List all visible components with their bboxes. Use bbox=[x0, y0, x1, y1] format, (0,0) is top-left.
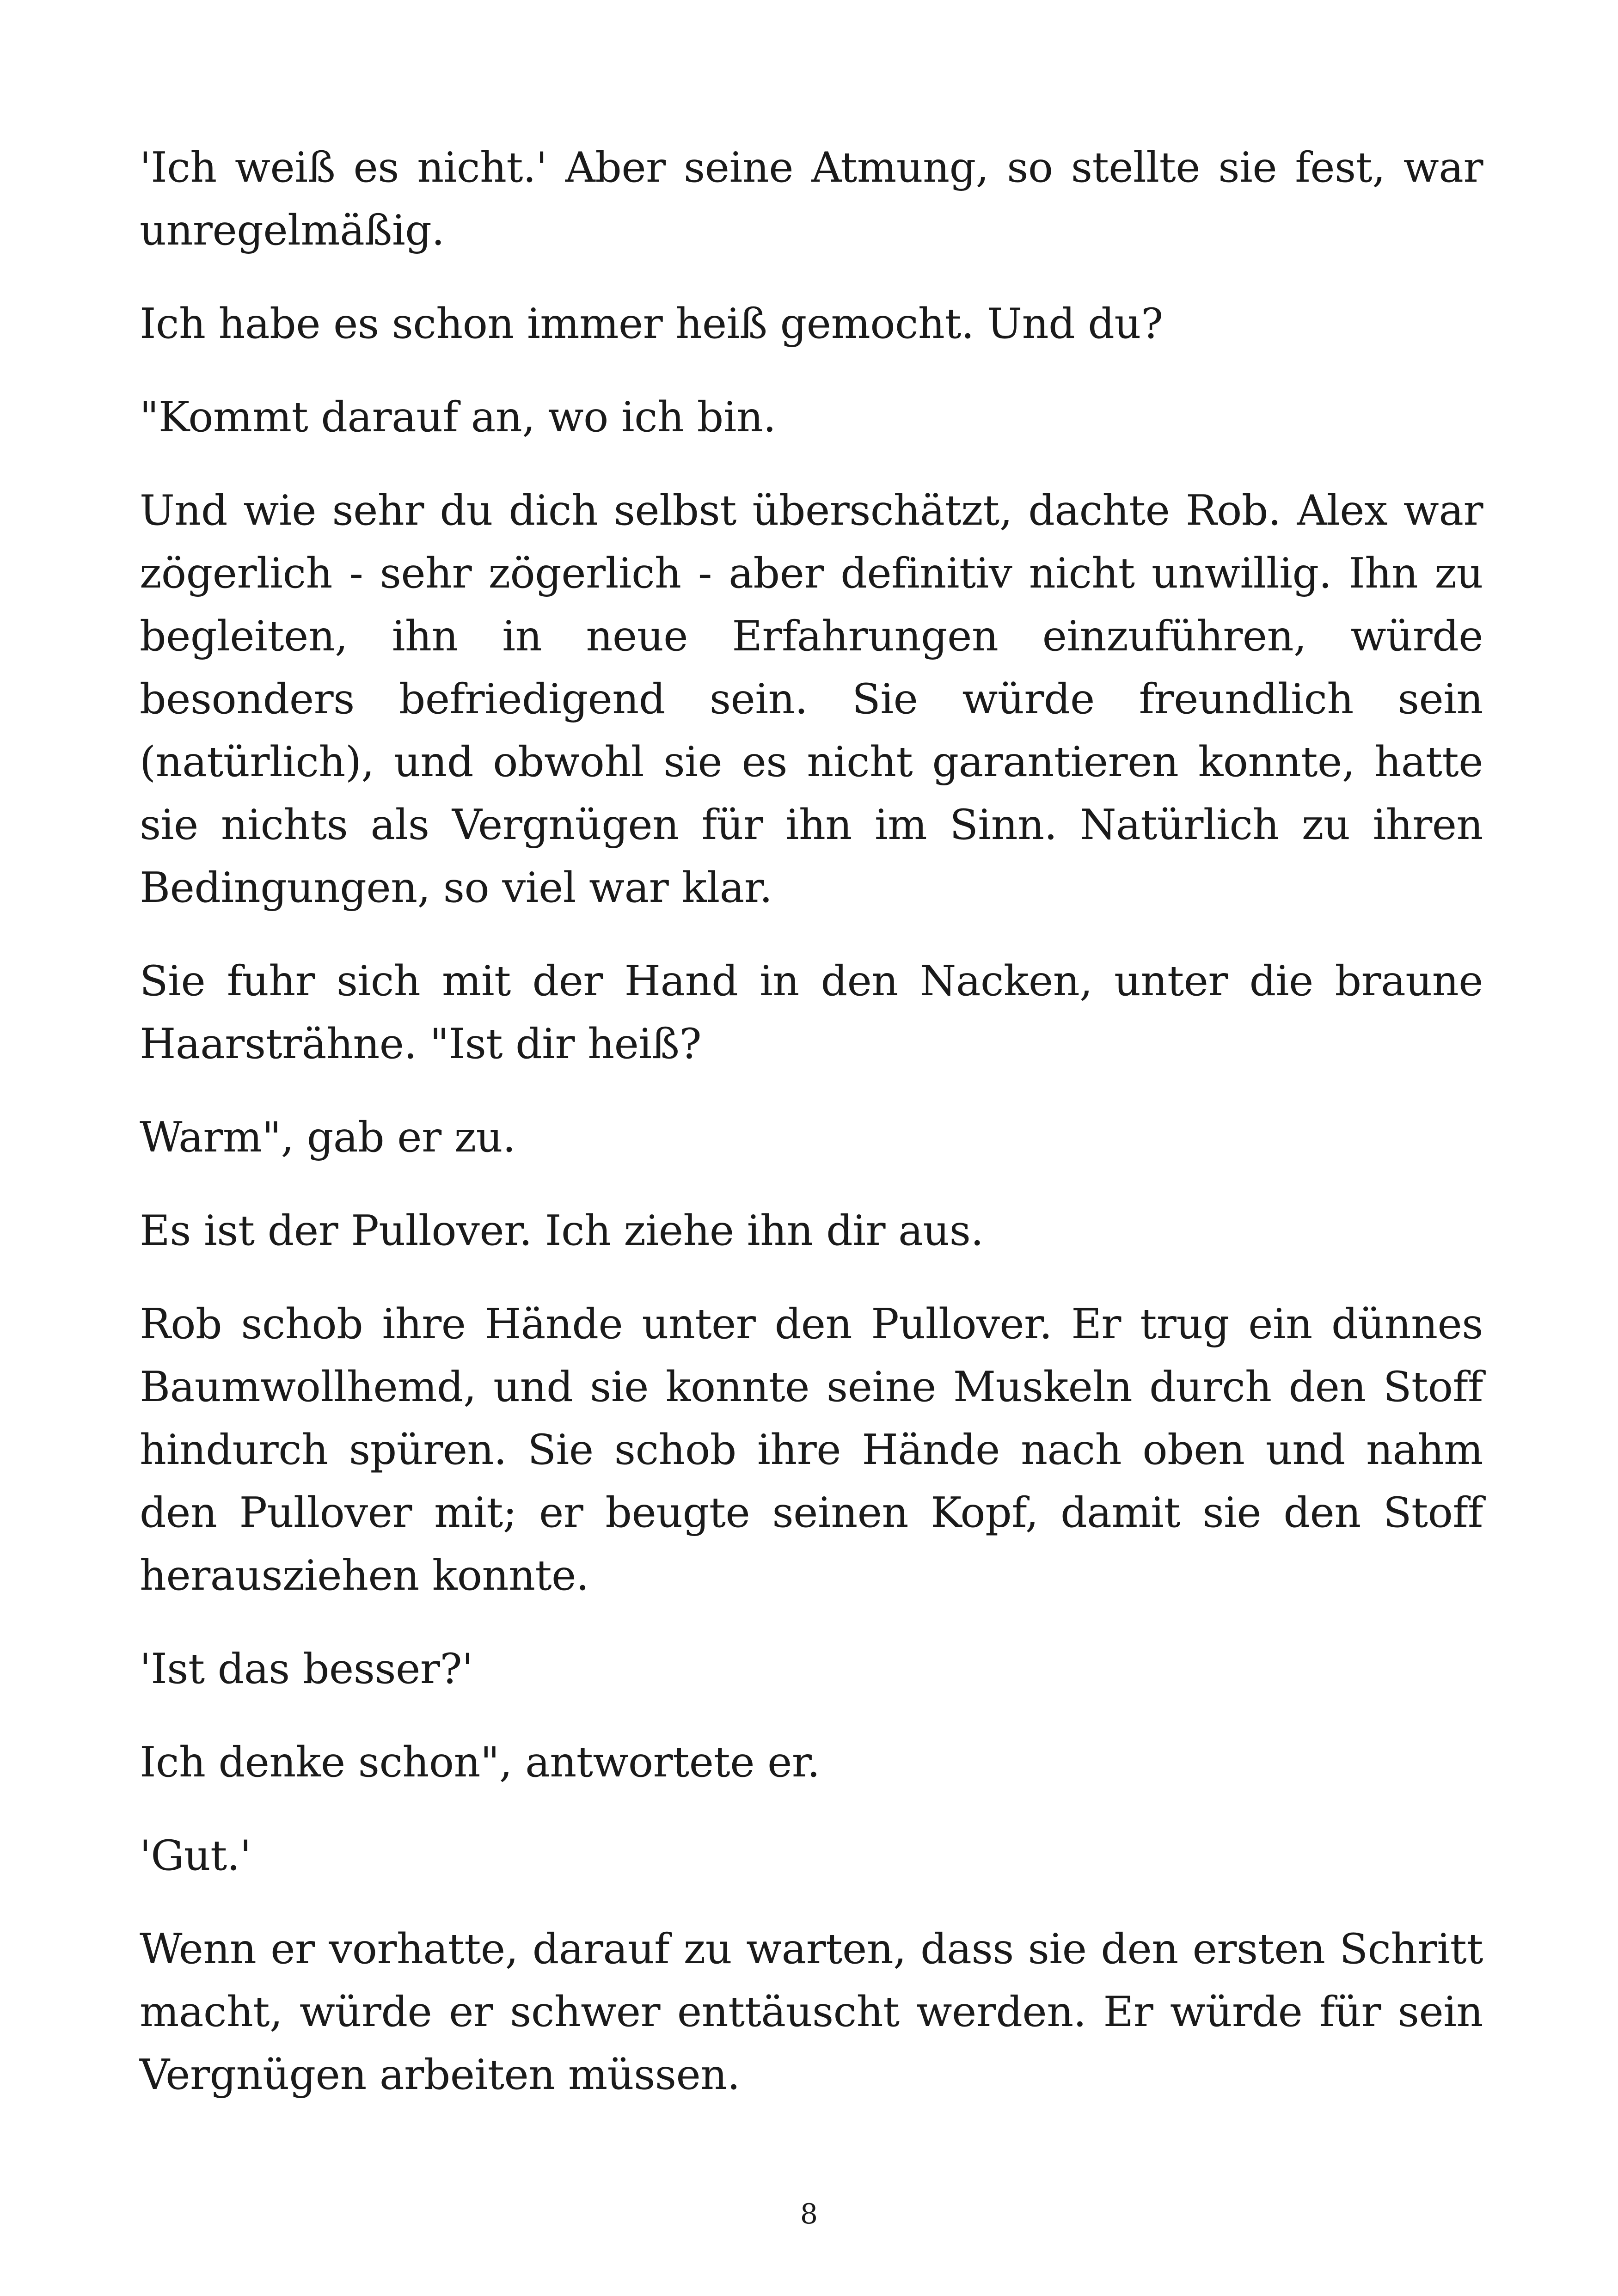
paragraph: Ich denke schon", antwortete er. bbox=[140, 1738, 820, 1787]
text-body bbox=[140, 136, 1483, 2137]
paragraph: 'Ich weiß es nicht.' Aber seine Atmung, so stellte sie fest, war unregelmäßig. bbox=[140, 143, 1483, 255]
paragraph: Sie fuhr sich mit der Hand in den Nacken, unter die braune Haarsträhne. "Ist dir heiß? bbox=[140, 957, 1483, 1068]
paragraph: Warm", gab er zu. bbox=[140, 1113, 516, 1162]
paragraph: Rob schob ihre Hände unter den Pullover. Er trug ein dünnes Baumwollhemd, und sie konnte seine Muskeln durch den Stoff hindurch spüren. Sie schob ihre Hände nach oben und nahm den Pullover mit; er beugte seinen Kopf, damit sie den Stoff herausziehen konnte. bbox=[140, 1300, 1483, 1600]
paragraph: Ich habe es schon immer heiß gemocht. Und du? bbox=[140, 300, 1163, 348]
paragraph: Es ist der Pullover. Ich ziehe ihn dir aus. bbox=[140, 1206, 984, 1255]
paragraph: 'Gut.' bbox=[140, 1831, 251, 1880]
page-number: 8 bbox=[800, 2198, 818, 2230]
paragraph: Und wie sehr du dich selbst überschätzt, dachte Rob. Alex war zögerlich - sehr zögerlich - aber definitiv nicht unwillig. Ihn zu begleiten, ihn in neue Erfahrungen einzuführen, würde besonders befriedigend sein. Sie würde freundlich sein (natürlich), und obwohl sie es nicht garantieren konnte, hatte sie nichts als Vergnügen für ihn im Sinn. Natürlich zu ihren Bedingungen, so viel war klar. bbox=[140, 486, 1483, 912]
paragraph: "Kommt darauf an, wo ich bin. bbox=[140, 393, 776, 441]
paragraph: 'Ist das besser?' bbox=[140, 1645, 473, 1693]
paragraph: Wenn er vorhatte, darauf zu warten, dass sie den ersten Schritt macht, würde er schwer enttäuscht werden. Er würde für sein Vergnügen arbeiten müssen. bbox=[140, 1925, 1483, 2099]
